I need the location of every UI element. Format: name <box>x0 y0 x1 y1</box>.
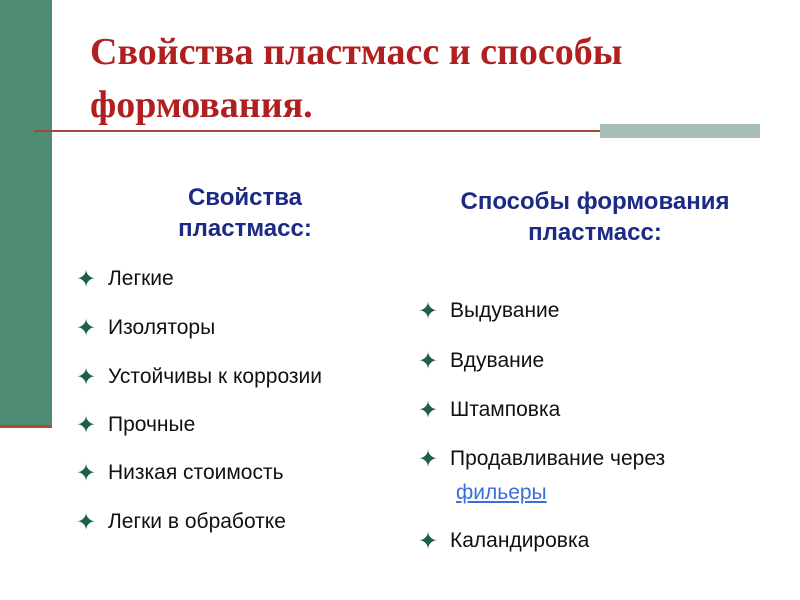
list-item: ✦ Каландировка <box>418 528 590 555</box>
four-point-star-icon: ✦ <box>76 460 97 487</box>
four-point-star-icon: ✦ <box>418 528 439 555</box>
list-item: ✦ Выдувание <box>418 298 560 325</box>
list-item: ✦ Штамповка <box>418 397 561 424</box>
properties-heading: Свойства пластмасс: <box>178 184 312 242</box>
list-item: ✦ Вдувание <box>418 348 545 375</box>
list-item: ✦ Легки в обработке <box>76 509 286 536</box>
title-divider-accent <box>600 124 760 138</box>
molding-methods-heading: Способы формования пластмасс: <box>460 188 730 246</box>
four-point-star-icon: ✦ <box>76 266 97 293</box>
list-item: ✦ Легкие <box>76 266 174 293</box>
four-point-star-icon: ✦ <box>76 315 97 342</box>
list-item: ✦ Продавливание через <box>418 446 666 473</box>
list-item: ✦ Низкая стоимость <box>76 460 284 487</box>
four-point-star-icon: ✦ <box>76 412 97 439</box>
four-point-star-icon: ✦ <box>418 298 439 325</box>
list-item: ✦ Устойчивы к коррозии <box>76 364 322 391</box>
four-point-star-icon: ✦ <box>418 348 439 375</box>
slide-title: Свойства пластмасс и способы формования. <box>90 31 623 126</box>
four-point-star-icon: ✦ <box>418 446 439 473</box>
spinneret-link[interactable]: фильеры <box>456 481 547 504</box>
list-item: ✦ Прочные <box>76 412 196 439</box>
list-item: ✦ Изоляторы <box>76 315 216 342</box>
side-decoration-edge <box>0 425 52 428</box>
four-point-star-icon: ✦ <box>76 509 97 536</box>
four-point-star-icon: ✦ <box>418 397 439 424</box>
side-decoration-bar <box>0 0 52 428</box>
four-point-star-icon: ✦ <box>76 364 97 391</box>
